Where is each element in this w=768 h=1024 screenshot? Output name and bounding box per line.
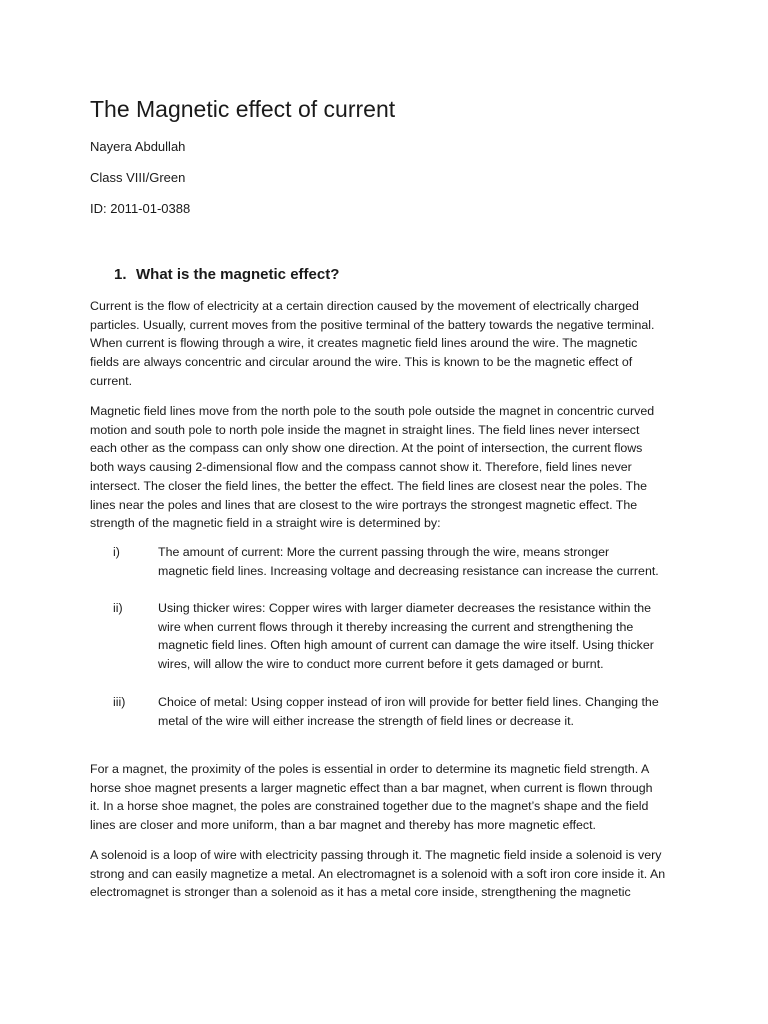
paragraph-line: current.	[90, 373, 133, 388]
paragraph-line: it. In a horse shoe magnet, the poles are constrained together due to the magnet’s shape and the field	[90, 799, 649, 814]
list-item-line: magnetic field lines. Often high amount of current can damage the wire itself. Using thicker	[158, 638, 654, 653]
list-item-line: wires, will allow the wire to conduct more current before it gets damaged or burnt.	[158, 657, 604, 672]
paragraph-line: When current is flowing through a wire, it creates magnetic field lines around the wire. The magnetic	[90, 336, 638, 351]
list-item-line: Using thicker wires: Copper wires with larger diameter decreases the resistance within the	[158, 601, 652, 615]
paragraph-line: lines are closer and more uniform, than a bar magnet and thereby has more magnetic effect.	[90, 818, 596, 833]
paragraph-line: horse shoe magnet presents a larger magnetic effect than a bar magnet, when current is flown through	[90, 780, 653, 795]
paragraph-line: For a magnet, the proximity of the poles is essential in order to determine its magnetic field strength. A	[90, 762, 650, 776]
paragraph-solenoid	[90, 846, 682, 902]
list-item-text	[158, 543, 678, 580]
paragraph-line: intersect. The closer the field lines, the better the effect. The field lines are closest near the poles. The	[90, 478, 647, 493]
list-item-line: wire when current flows through it thereby increasing the current and strengthening the	[158, 619, 634, 634]
paragraph-line: electromagnet is stronger than a solenoid as it has a metal core inside, strengthening the magnetic	[90, 885, 631, 900]
list-item-line: Choice of metal: Using copper instead of iron will provide for better field lines. Changing the	[158, 695, 659, 709]
paragraph-field-lines	[90, 402, 682, 533]
paragraph-horseshoe-magnet	[90, 760, 682, 835]
student-id-line: ID: 2011-01-0388	[90, 201, 191, 216]
paragraph-line: fields are always concentric and circular around the wire. This is known to be the magnetic effect of	[90, 355, 633, 370]
list-item-marker: ii)	[113, 601, 123, 615]
paragraph-line: Magnetic field lines move from the north pole to the south pole outside the magnet in concentric curved	[90, 404, 655, 418]
paragraph-line: each other as the compass can only show one direction. At the point of intersection, the current flows	[90, 441, 643, 456]
list-item-line: The amount of current: More the current passing through the wire, means stronger	[158, 545, 610, 559]
list-item-marker: i)	[113, 545, 120, 559]
paragraph-line: A solenoid is a loop of wire with electricity passing through it. The magnetic field inside a solenoid is very	[90, 848, 662, 862]
class-line: Class VIII/Green	[90, 170, 186, 185]
section-heading-text: What is the magnetic effect?	[136, 266, 340, 283]
list-item-line: magnetic field lines. Increasing voltage and decreasing resistance can increase the current.	[158, 563, 659, 578]
section-number: 1.	[114, 266, 127, 283]
paragraph-current-definition	[90, 297, 682, 391]
paragraph-line: strong and can easily magnetize a metal. An electromagnet is a solenoid with a soft iron core inside it. An	[90, 866, 666, 881]
paragraph-line: both ways causing 2-dimensional flow and the compass cannot show it. Therefore, field lines never	[90, 460, 632, 475]
paragraph-line: lines near the poles and lines that are closest to the wire portrays the strongest magnetic effect. The	[90, 497, 638, 512]
list-item-marker: iii)	[113, 695, 126, 709]
author-name: Nayera Abdullah	[90, 139, 186, 154]
paragraph-line: motion and south pole to north pole inside the magnet in straight lines. The field lines never intersect	[90, 422, 640, 437]
list-item-text	[158, 599, 678, 674]
list-item-text	[158, 693, 678, 730]
section-heading	[114, 264, 339, 286]
list-item-line: metal of the wire will either increase the strength of field lines or decrease it.	[158, 713, 574, 728]
document-title: The Magnetic effect of current	[90, 96, 396, 122]
paragraph-line: strength of the magnetic field in a straight wire is determined by:	[90, 516, 441, 531]
paragraph-line: particles. Usually, current moves from the positive terminal of the battery towards the negative terminal.	[90, 317, 655, 332]
paragraph-line: Current is the flow of electricity at a certain direction caused by the movement of electrically charged	[90, 299, 639, 313]
